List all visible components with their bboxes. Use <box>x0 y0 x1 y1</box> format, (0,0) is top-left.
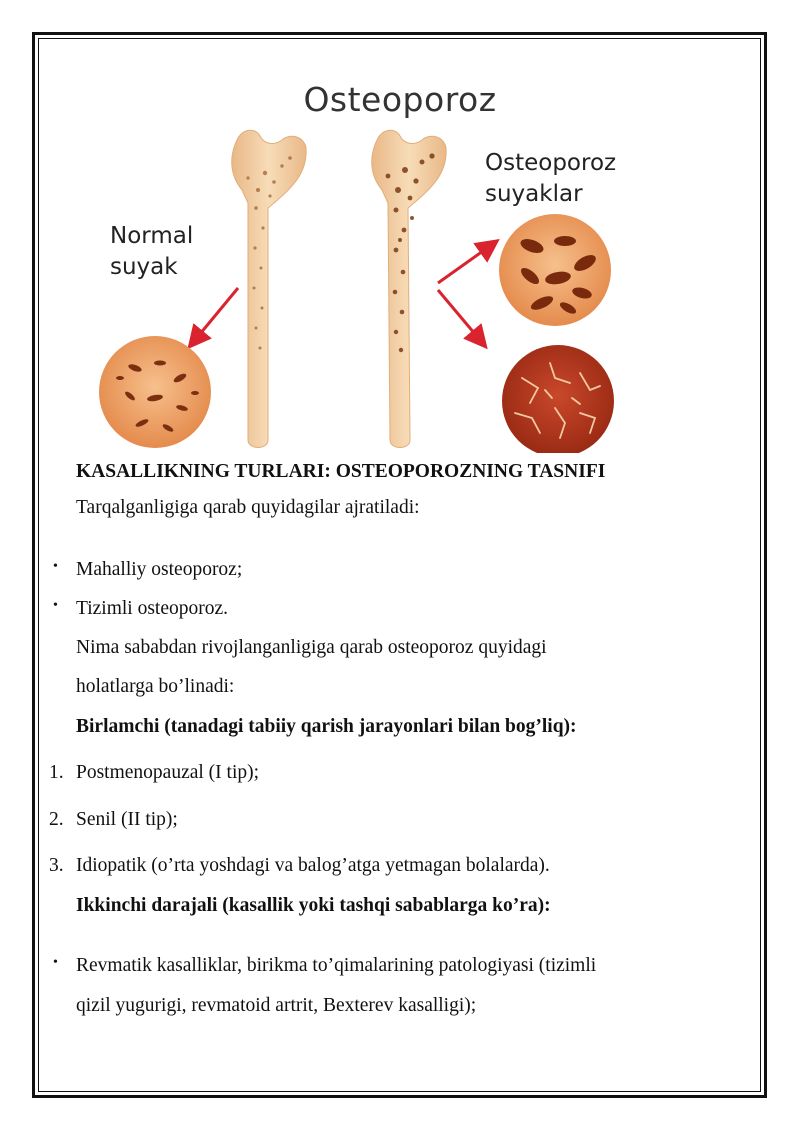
osteoporotic-bone-sample <box>499 214 611 326</box>
bone-diagram <box>60 78 740 453</box>
figure-title: Osteoporoz <box>303 80 497 119</box>
bullet: • <box>53 955 58 970</box>
list-item: • Revmatik kasalliklar, birikma to’qimalarining patologiyasi (tizimli <box>53 955 597 976</box>
arrow-to-osteo-sample <box>438 246 490 283</box>
list-item: • Mahalliy osteoporoz; <box>53 559 243 580</box>
osteoporotic-femur <box>372 130 446 447</box>
label-normal-bone: Normal suyak <box>110 223 194 280</box>
cause-text-line-1: Nima sababdan rivojlanganligiga qarab osteoporoz quyidagi <box>76 637 547 658</box>
intro-text: Tarqalganligiga qarab quyidagilar ajratiladi: <box>76 497 420 518</box>
normal-femur <box>232 130 306 447</box>
label-osteoporosis-bones: Osteoporoz suyaklar <box>485 150 617 207</box>
bullet: • <box>53 559 58 574</box>
severe-bone-sample <box>502 345 614 453</box>
secondary-heading: Ikkinchi darajali (kasallik yoki tashqi sabablarga ko’ra): <box>76 895 551 916</box>
arrow-to-normal-sample <box>195 288 238 340</box>
list-item-continuation: qizil yugurigi, revmatoid artrit, Bexterev kasalligi); <box>76 995 477 1016</box>
bullet: • <box>53 598 58 613</box>
section-heading: KASALLIKNING TURLARI: OSTEOPOROZNING TASNIFI <box>76 461 606 482</box>
numbered-item: 2. Senil (II tip); <box>49 809 178 830</box>
osteoporosis-illustration <box>60 78 740 453</box>
numbered-item: 3. Idiopatik (o’rta yoshdagi va balog’atga yetmagan bolalarda). <box>49 855 550 876</box>
normal-bone-sample <box>99 336 211 448</box>
primary-heading: Birlamchi (tanadagi tabiiy qarish jarayonlari bilan bog’liq): <box>76 716 577 737</box>
list-item: • Tizimli osteoporoz. <box>53 598 229 619</box>
arrow-to-severe-sample <box>438 290 480 340</box>
numbered-item: 1. Postmenopauzal (I tip); <box>49 762 260 783</box>
cause-text-line-2: holatlarga bo’linadi: <box>76 676 235 697</box>
